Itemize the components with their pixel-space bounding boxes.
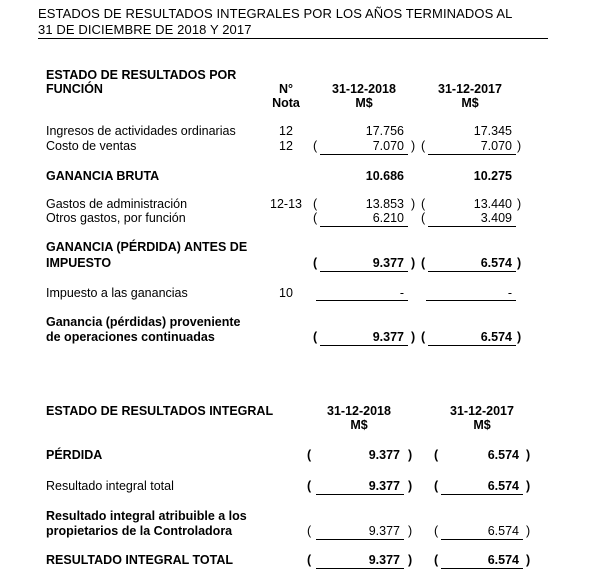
row-continuadas-2018: 9.377 [372, 330, 404, 344]
integral-heading: ESTADO DE RESULTADOS INTEGRAL [46, 404, 274, 418]
row-atribuible-2018-underline [316, 539, 404, 540]
funcion-col-2017-unit: M$ [461, 96, 479, 110]
row-ingresos-nota: 12 [279, 124, 293, 138]
row-otros-2018-underline [320, 226, 408, 227]
row-otros-2017-underline [428, 226, 516, 227]
row-antes-label-line1: GANANCIA (PÉRDIDA) ANTES DE [46, 240, 248, 254]
row-antes-2017-underline [428, 271, 516, 272]
row-continuadas-2017-open-paren: ( [421, 330, 426, 344]
row-costo-label: Costo de ventas [46, 139, 137, 153]
row-admin-2018-open-paren: ( [313, 197, 318, 211]
integral-col-2017-date: 31-12-2017 [450, 404, 514, 418]
row-perdida-2018-open-paren: ( [307, 448, 312, 462]
row-costo-2017: 7.070 [480, 139, 512, 153]
row-admin-2017: 13.440 [473, 197, 512, 211]
row-admin-2017-open-paren: ( [421, 197, 426, 211]
row-grand-total-2018-open-paren: ( [307, 553, 312, 567]
row-impuesto-2017: - [507, 286, 512, 300]
row-otros-2017: 3.409 [480, 211, 512, 225]
row-costo-2017-underline [428, 154, 516, 155]
row-impuesto-2018-underline [316, 300, 408, 301]
row-admin-label: Gastos de administración [46, 197, 188, 211]
row-antes-2017-open-paren: ( [421, 256, 426, 270]
row-impuesto-2017-underline [426, 300, 516, 301]
row-bruta-label: GANANCIA BRUTA [46, 169, 160, 183]
funcion-heading-line2: FUNCIÓN [46, 82, 103, 96]
row-continuadas-2018-open-paren: ( [313, 330, 318, 344]
row-costo-2018: 7.070 [372, 139, 404, 153]
row-ingresos-2017: 17.345 [473, 124, 512, 138]
funcion-col-2018-unit: M$ [355, 96, 373, 110]
row-bruta-2018: 10.686 [365, 169, 404, 183]
row-total-label: Resultado integral total [46, 479, 174, 493]
row-grand-total-2017: 6.574 [487, 553, 519, 567]
row-total-2018-open-paren: ( [307, 479, 312, 493]
row-continuadas-label-line1: Ganancia (pérdidas) proveniente [46, 315, 241, 329]
row-atribuible-2018: 9.377 [368, 524, 400, 538]
funcion-col-2018-date: 31-12-2018 [332, 82, 396, 96]
row-continuadas-2017: 6.574 [480, 330, 512, 344]
row-otros-2017-open-paren: ( [421, 211, 426, 225]
row-costo-2017-close-paren: ) [517, 139, 522, 153]
row-atribuible-2017-underline [441, 539, 523, 540]
row-perdida-2017-close-paren: ) [526, 448, 531, 462]
row-admin-2018: 13.853 [365, 197, 404, 211]
row-continuadas-label-line2: de operaciones continuadas [46, 330, 215, 344]
row-continuadas-2017-underline [428, 345, 516, 346]
row-costo-2018-close-paren: ) [411, 139, 416, 153]
row-grand-total-2017-underline [441, 568, 523, 569]
row-perdida-2017-open-paren: ( [434, 448, 439, 462]
row-atribuible-2018-open-paren: ( [307, 524, 312, 538]
row-ingresos-label: Ingresos de actividades ordinarias [46, 124, 236, 138]
row-ingresos-2018: 17.756 [365, 124, 404, 138]
row-admin-2017-close-paren: ) [517, 197, 522, 211]
row-atribuible-label-line2: propietarios de la Controladora [46, 524, 233, 538]
row-otros-label: Otros gastos, por función [46, 211, 186, 225]
row-total-2018-close-paren: ) [408, 479, 413, 493]
row-perdida-2018: 9.377 [368, 448, 400, 462]
row-atribuible-2017-close-paren: ) [526, 524, 531, 538]
row-total-2018-underline [316, 494, 404, 495]
row-admin-2018-close-paren: ) [411, 197, 416, 211]
integral-col-2018-date: 31-12-2018 [327, 404, 391, 418]
row-antes-2018-underline [320, 271, 408, 272]
row-perdida-2018-close-paren: ) [408, 448, 413, 462]
row-atribuible-label-line1: Resultado integral atribuible a los [46, 509, 247, 523]
funcion-col-2017-date: 31-12-2017 [438, 82, 502, 96]
row-grand-total-2018: 9.377 [368, 553, 400, 567]
row-antes-2017: 6.574 [480, 256, 512, 270]
row-grand-total-2018-close-paren: ) [408, 553, 413, 567]
row-perdida-label: PÉRDIDA [46, 448, 103, 462]
document-title-line1: ESTADOS DE RESULTADOS INTEGRALES POR LOS AÑOS TERMINADOS AL [38, 6, 513, 21]
row-total-2017-open-paren: ( [434, 479, 439, 493]
row-perdida-2017: 6.574 [487, 448, 519, 462]
row-antes-2018-close-paren: ) [411, 256, 416, 270]
integral-col-2018-unit: M$ [350, 418, 368, 432]
row-grand-total-2018-underline [316, 568, 404, 569]
row-bruta-2017: 10.275 [473, 169, 512, 183]
row-costo-nota: 12 [279, 139, 293, 153]
row-otros-2018-open-paren: ( [313, 211, 318, 225]
row-atribuible-2017-open-paren: ( [434, 524, 439, 538]
nota-header-symbol: N° [278, 82, 294, 96]
row-atribuible-2018-close-paren: ) [408, 524, 413, 538]
row-grand-total-2017-close-paren: ) [526, 553, 531, 567]
row-continuadas-2018-underline [320, 345, 408, 346]
row-antes-label-line2: IMPUESTO [46, 256, 112, 270]
integral-col-2017-unit: M$ [473, 418, 491, 432]
row-continuadas-2017-close-paren: ) [517, 330, 522, 344]
row-total-2017-underline [441, 494, 523, 495]
row-costo-2018-open-paren: ( [313, 139, 318, 153]
row-continuadas-2018-close-paren: ) [411, 330, 416, 344]
row-total-2017-close-paren: ) [526, 479, 531, 493]
row-grand-total-2017-open-paren: ( [434, 553, 439, 567]
row-admin-nota: 12-13 [270, 197, 302, 211]
funcion-heading-line1: ESTADO DE RESULTADOS POR [46, 68, 237, 82]
row-antes-2017-close-paren: ) [517, 256, 522, 270]
title-rule [38, 38, 548, 39]
row-antes-2018: 9.377 [372, 256, 404, 270]
row-impuesto-label: Impuesto a las ganancias [46, 286, 188, 300]
row-otros-2018: 6.210 [372, 211, 404, 225]
document-title-line2: 31 DE DICIEMBRE DE 2018 Y 2017 [38, 22, 252, 37]
row-impuesto-2018: - [399, 286, 404, 300]
row-impuesto-nota: 10 [279, 286, 293, 300]
row-costo-2017-open-paren: ( [421, 139, 426, 153]
row-total-2018: 9.377 [368, 479, 400, 493]
row-antes-2018-open-paren: ( [313, 256, 318, 270]
nota-header-label: Nota [272, 96, 300, 110]
row-total-2017: 6.574 [487, 479, 519, 493]
row-grand-total-label: RESULTADO INTEGRAL TOTAL [46, 553, 234, 567]
row-costo-2018-underline [320, 154, 408, 155]
row-atribuible-2017: 6.574 [487, 524, 519, 538]
